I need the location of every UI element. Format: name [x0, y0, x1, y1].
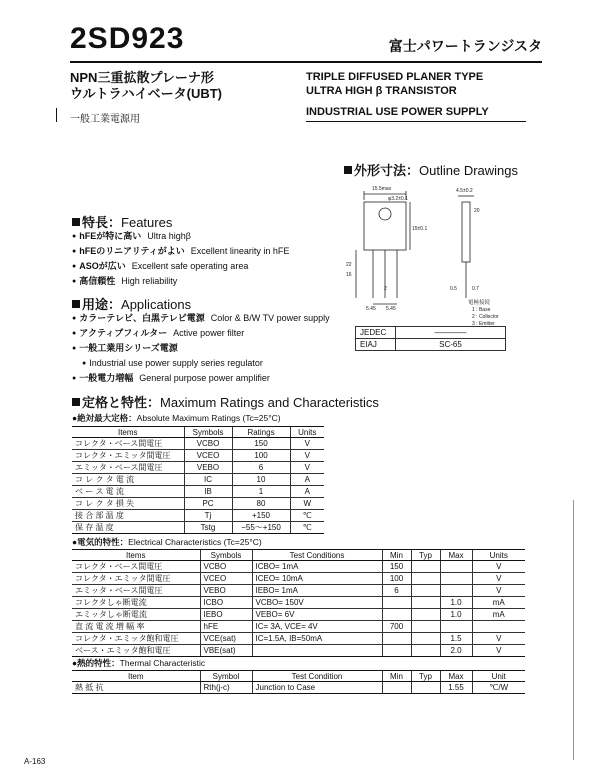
- pkg-value: SC-65: [396, 339, 506, 351]
- table-cell: hFE: [200, 621, 252, 633]
- table-cell: [382, 682, 411, 694]
- jp-use: 一般工業電源用: [70, 114, 140, 125]
- table-row: [356, 339, 506, 351]
- table-cell: Junction to Case: [252, 682, 382, 694]
- table-cell: IC=1.5A, IB=50mA: [252, 633, 382, 645]
- table-cell: [411, 561, 440, 573]
- table-cell: [411, 573, 440, 585]
- electrical-subtitle: ●電気的特性：Electrical Characteristics (Tc=25°C): [72, 537, 262, 547]
- table-cell: コ レ ク タ 電 流: [72, 474, 184, 486]
- table-cell: ℃: [290, 510, 324, 522]
- use-rule: [306, 121, 526, 122]
- table-cell: [411, 609, 440, 621]
- en-type-line1: TRIPLE DIFFUSED PLANER TYPE: [306, 71, 484, 83]
- table-row: [72, 597, 525, 609]
- table-cell: Tj: [184, 510, 232, 522]
- jp-type-line1: NPN三重拡散プレーナ形: [70, 70, 214, 85]
- svg-text:3 : Emitter: 3 : Emitter: [472, 321, 495, 327]
- abs-max-table: [72, 426, 324, 534]
- list-item: ● 一般電力増幅 General purpose power amplifier: [72, 371, 330, 386]
- table-cell: V: [290, 438, 324, 450]
- table-cell: 10: [232, 474, 290, 486]
- svg-text:5.45: 5.45: [366, 306, 376, 312]
- table-cell: 700: [382, 621, 411, 633]
- table-row: [72, 462, 324, 474]
- table-row: [72, 633, 525, 645]
- table-row: [72, 561, 525, 573]
- table-cell: ICBO= 1mA: [252, 561, 382, 573]
- thermal-subtitle: ●熱的特性：Thermal Characteristic: [72, 658, 206, 668]
- package-side: [462, 202, 470, 262]
- table-cell: [472, 621, 525, 633]
- list-item: ● 一般工業用シリーズ電源: [72, 341, 330, 356]
- table-cell: コレクタ・エミッタ飽和電圧: [72, 633, 200, 645]
- header-rule: [70, 61, 542, 63]
- table-cell: 1: [232, 486, 290, 498]
- table-cell: 6: [382, 585, 411, 597]
- table-cell: 直 流 電 流 増 幅 率: [72, 621, 200, 633]
- pkg-org: JEDEC: [356, 327, 396, 339]
- svg-text:2: 2: [384, 286, 387, 292]
- table-cell: 2.0: [440, 645, 472, 657]
- svg-text:0.5: 0.5: [450, 286, 457, 292]
- svg-text:5.45: 5.45: [386, 306, 396, 312]
- table-row: [72, 450, 324, 462]
- svg-text:16: 16: [346, 272, 352, 278]
- table-header-row: Item Symbol Test Condition Min Typ Max Unit: [72, 671, 525, 682]
- electrical-table: [72, 549, 525, 657]
- table-cell: VCEO: [200, 573, 252, 585]
- table-cell: [411, 645, 440, 657]
- svg-text:15.5max: 15.5max: [372, 186, 392, 192]
- section-square-icon: [72, 300, 80, 308]
- table-cell: ICEO= 10mA: [252, 573, 382, 585]
- section-square-icon: [72, 218, 80, 226]
- margin-mark: [56, 108, 57, 122]
- svg-text:15±0.1: 15±0.1: [412, 226, 428, 232]
- svg-text:2 : Collector: 2 : Collector: [472, 314, 499, 320]
- table-cell: コレクタ・ベース間電圧: [72, 561, 200, 573]
- table-cell: [440, 561, 472, 573]
- table-cell: コレクタ・ベース間電圧: [72, 438, 184, 450]
- svg-text:電極接続: 電極接続: [468, 300, 491, 306]
- outline-title: 外形寸法：Outline Drawings: [344, 160, 518, 179]
- table-cell: ベ ー ス 電 流: [72, 486, 184, 498]
- table-cell: IEBO: [200, 609, 252, 621]
- table-cell: [382, 597, 411, 609]
- table-cell: IC= 3A, VCE= 4V: [252, 621, 382, 633]
- section-square-icon: [72, 398, 80, 406]
- table-cell: mA: [472, 597, 525, 609]
- table-cell: 80: [232, 498, 290, 510]
- right-margin-rule: [573, 500, 574, 760]
- table-cell: [411, 585, 440, 597]
- table-cell: +150: [232, 510, 290, 522]
- en-type: [306, 70, 483, 98]
- table-cell: VEBO= 6V: [252, 609, 382, 621]
- table-cell: V: [472, 633, 525, 645]
- svg-text:22: 22: [346, 262, 352, 268]
- table-cell: V: [290, 450, 324, 462]
- table-cell: 熱 抵 抗: [72, 682, 200, 694]
- table-cell: VEBO: [184, 462, 232, 474]
- table-row: [356, 327, 506, 339]
- jp-type-line2: ウルトラハイベータ(UBT): [70, 86, 222, 101]
- table-cell: V: [472, 561, 525, 573]
- table-row: [72, 510, 324, 522]
- table-cell: [382, 645, 411, 657]
- table-cell: ℃/W: [472, 682, 525, 694]
- table-cell: 100: [382, 573, 411, 585]
- applications-list: [72, 311, 330, 386]
- list-item: ● 高信頼性 High reliability: [72, 274, 289, 289]
- table-row: [72, 522, 324, 534]
- table-row: [72, 438, 324, 450]
- table-row: [72, 621, 525, 633]
- table-cell: VCBO: [184, 438, 232, 450]
- package-body: [364, 202, 406, 250]
- list-item: ● Industrial use power supply series regulator: [72, 356, 330, 371]
- list-item: ● カラーテレビ、白黒テレビ電源 Color & B/W TV power supply: [72, 311, 330, 326]
- table-cell: VBE(sat): [200, 645, 252, 657]
- table-cell: VCBO= 150V: [252, 597, 382, 609]
- table-row: [72, 645, 525, 657]
- en-type-line2: ULTRA HIGH β TRANSISTOR: [306, 85, 457, 97]
- table-cell: エミッタしゃ断電流: [72, 609, 200, 621]
- abs-max-subtitle: ●絶対最大定格：Absolute Maximum Ratings (Tc=25°C): [72, 413, 281, 423]
- table-cell: V: [472, 573, 525, 585]
- table-cell: [440, 573, 472, 585]
- table-cell: IC: [184, 474, 232, 486]
- table-row: [72, 486, 324, 498]
- section-square-icon: [344, 166, 352, 174]
- table-cell: ℃: [290, 522, 324, 534]
- thermal-table: [72, 670, 525, 694]
- features-title: 特長：Features: [72, 212, 172, 231]
- outline-drawing: [344, 180, 519, 330]
- table-cell: コレクタ・エミッタ間電圧: [72, 573, 200, 585]
- page-id: A-163: [24, 757, 46, 766]
- table-cell: mA: [472, 609, 525, 621]
- table-cell: 接 合 部 温 度: [72, 510, 184, 522]
- ratings-title: 定格と特性：Maximum Ratings and Characteristics: [72, 392, 379, 411]
- table-cell: VCE(sat): [200, 633, 252, 645]
- part-number: 2SD923: [70, 22, 185, 55]
- table-cell: V: [472, 585, 525, 597]
- table-cell: エミッタ・ベース間電圧: [72, 462, 184, 474]
- table-cell: A: [290, 474, 324, 486]
- features-list: [72, 229, 289, 289]
- maker-name: 富士パワートランジスタ: [388, 38, 542, 54]
- table-cell: V: [472, 645, 525, 657]
- table-cell: IEBO= 1mA: [252, 585, 382, 597]
- table-row: [72, 585, 525, 597]
- table-cell: [382, 609, 411, 621]
- table-cell: A: [290, 486, 324, 498]
- table-cell: 150: [382, 561, 411, 573]
- table-cell: −55～+150: [232, 522, 290, 534]
- table-cell: PC: [184, 498, 232, 510]
- table-cell: [411, 621, 440, 633]
- list-item: ● hFEが特に高い Ultra highβ: [72, 229, 289, 244]
- table-cell: VCEO: [184, 450, 232, 462]
- svg-text:4.5±0.2: 4.5±0.2: [456, 188, 473, 194]
- table-cell: Rth(j-c): [200, 682, 252, 694]
- table-cell: ICBO: [200, 597, 252, 609]
- table-cell: VEBO: [200, 585, 252, 597]
- svg-text:1 : Base: 1 : Base: [472, 307, 491, 313]
- svg-text:20: 20: [474, 208, 480, 214]
- table-cell: 6: [232, 462, 290, 474]
- table-cell: W: [290, 498, 324, 510]
- table-row: [72, 498, 324, 510]
- pkg-org: EIAJ: [356, 339, 396, 351]
- table-cell: 1.55: [440, 682, 472, 694]
- table-cell: [411, 633, 440, 645]
- table-cell: [411, 682, 440, 694]
- table-cell: 150: [232, 438, 290, 450]
- table-cell: 1.0: [440, 609, 472, 621]
- list-item: ● アクティブフィルター Active power filter: [72, 326, 330, 341]
- en-use: INDUSTRIAL USE POWER SUPPLY: [306, 106, 489, 118]
- table-cell: コレクタ・エミッタ間電圧: [72, 450, 184, 462]
- svg-text:0.7: 0.7: [472, 286, 479, 292]
- mounting-hole: [379, 208, 391, 220]
- table-row: [72, 573, 525, 585]
- list-item: ● hFEのリニアリティがよい Excellent linearity in hFE: [72, 244, 289, 259]
- table-cell: Tstg: [184, 522, 232, 534]
- table-cell: 1.5: [440, 633, 472, 645]
- table-row: [72, 474, 324, 486]
- table-cell: コ レ ク タ 損 失: [72, 498, 184, 510]
- table-row: [72, 609, 525, 621]
- jp-type: [70, 70, 222, 102]
- svg-text:φ3.2±0.1: φ3.2±0.1: [388, 196, 408, 202]
- table-cell: V: [290, 462, 324, 474]
- table-cell: 1.0: [440, 597, 472, 609]
- table-cell: 保 存 温 度: [72, 522, 184, 534]
- table-cell: コレクタしゃ断電流: [72, 597, 200, 609]
- table-cell: [440, 621, 472, 633]
- list-item: ● ASOが広い Excellent safe operating area: [72, 259, 289, 274]
- table-cell: [440, 585, 472, 597]
- table-cell: 100: [232, 450, 290, 462]
- table-cell: [411, 597, 440, 609]
- table-cell: ベース・エミッタ飽和電圧: [72, 645, 200, 657]
- table-cell: [382, 633, 411, 645]
- applications-title: 用途：Applications: [72, 294, 191, 313]
- table-header-row: Items Symbols Ratings Units: [72, 427, 324, 438]
- table-cell: [252, 645, 382, 657]
- table-row: [72, 682, 525, 694]
- pkg-value: ――――: [396, 327, 506, 339]
- table-header-row: Items Symbols Test Conditions Min Typ Max Units: [72, 550, 525, 561]
- table-cell: IB: [184, 486, 232, 498]
- package-standards-table: [355, 326, 506, 351]
- table-cell: VCBO: [200, 561, 252, 573]
- table-cell: エミッタ・ベース間電圧: [72, 585, 200, 597]
